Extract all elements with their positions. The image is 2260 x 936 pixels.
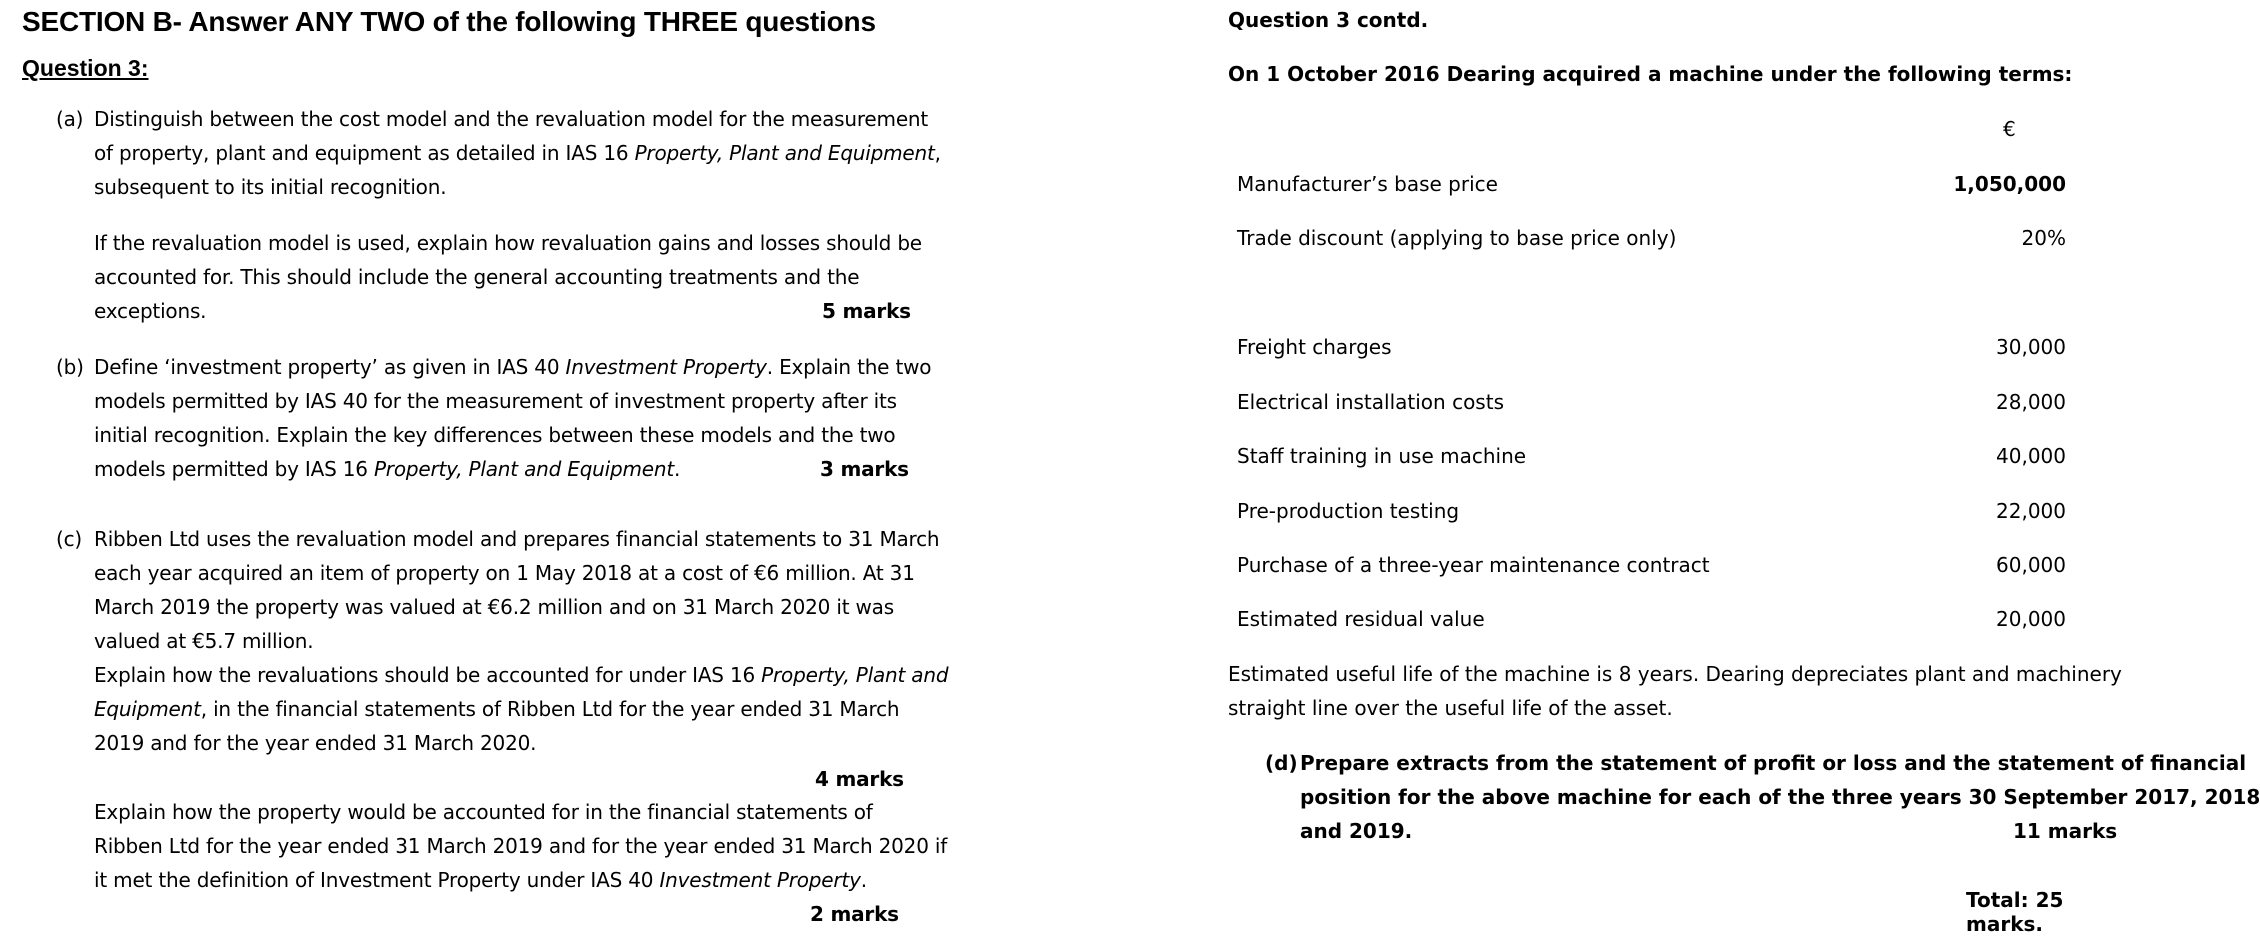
part-d-line-3: and 2019.: [1300, 819, 1413, 843]
part-c-line-7: 2019 and for the year ended 31 March 2020.: [94, 731, 537, 755]
part-c-line-10: it met the definition of Investment Property under IAS 40 Investment Property.: [94, 868, 867, 892]
cost-row-value: 28,000: [1996, 390, 2066, 414]
part-b-line-4: models permitted by IAS 16 Property, Plant and Equipment.: [94, 457, 681, 481]
part-c-marks-1: 4 marks: [815, 767, 904, 791]
part-b-line-2: models permitted by IAS 40 for the measurement of investment property after its: [94, 389, 897, 413]
cost-row-value: 20%: [2021, 226, 2066, 250]
part-a-line-6: exceptions.: [94, 299, 207, 323]
part-a-letter: (a): [56, 107, 84, 131]
useful-life-note-line-2: straight line over the useful life of the asset.: [1228, 696, 1673, 720]
left-page: [0, 0, 1068, 934]
part-a-line-4: If the revaluation model is used, explain how revaluation gains and losses should be: [94, 231, 922, 255]
cost-row-value: 22,000: [1996, 499, 2066, 523]
part-d-letter: (d): [1265, 751, 1298, 775]
part-c-line-6: Equipment, in the financial statements of Ribben Ltd for the year ended 31 March: [94, 697, 900, 721]
part-c-line-5: Explain how the revaluations should be accounted for under IAS 16 Property, Plant and: [94, 663, 949, 687]
question-contd-title: Question 3 contd.: [1228, 8, 1429, 32]
part-d-marks: 11 marks: [2013, 819, 2118, 843]
cost-row-value: 30,000: [1996, 335, 2066, 359]
part-c-line-9: Ribben Ltd for the year ended 31 March 2019 and for the year ended 31 March 2020 if: [94, 834, 948, 858]
cost-row-label: Pre-production testing: [1237, 499, 1460, 523]
part-b-marks: 3 marks: [820, 457, 909, 481]
part-c-marks-2: 2 marks: [810, 902, 899, 926]
part-a-line-1: Distinguish between the cost model and the revaluation model for the measurement: [94, 107, 929, 131]
cost-row-label: Trade discount (applying to base price only): [1237, 226, 1677, 250]
part-d-line-2: position for the above machine for each of the three years 30 September 2017, 2018: [1300, 785, 2260, 809]
part-b-line-1: Define ‘investment property’ as given in IAS 40 Investment Property. Explain the two: [94, 355, 932, 379]
part-a-line-2: of property, plant and equipment as detailed in IAS 16 Property, Plant and Equipment,: [94, 141, 941, 165]
part-c-line-1: Ribben Ltd uses the revaluation model and prepares financial statements to 31 March: [94, 527, 940, 551]
cost-row-label: Freight charges: [1237, 335, 1392, 359]
useful-life-note-line-1: Estimated useful life of the machine is 8 years. Dearing depreciates plant and machinery: [1228, 662, 2122, 686]
part-b-line-3: initial recognition. Explain the key differences between these models and the two: [94, 423, 896, 447]
cost-row-value: 60,000: [1996, 553, 2066, 577]
part-d-line-1: Prepare extracts from the statement of profit or loss and the statement of financial: [1300, 751, 2247, 775]
part-a-line-3: subsequent to its initial recognition.: [94, 175, 447, 199]
currency-header: €: [2003, 117, 2016, 141]
total-marks: Total: 25 marks.: [1966, 888, 2064, 936]
cost-row-label: Purchase of a three-year maintenance contract: [1237, 553, 1710, 577]
part-a-line-5: accounted for. This should include the general accounting treatments and the: [94, 265, 860, 289]
cost-row-label: Electrical installation costs: [1237, 390, 1504, 414]
part-c-line-2: each year acquired an item of property on 1 May 2018 at a cost of €6 million. At 31: [94, 561, 915, 585]
question-heading: Question 3:: [22, 55, 149, 81]
cost-row-label: Staff training in use machine: [1237, 444, 1527, 468]
cost-row-value: 1,050,000: [1953, 172, 2066, 196]
section-heading: SECTION B- Answer ANY TWO of the following THREE questions: [22, 6, 876, 37]
cost-row-value: 20,000: [1996, 607, 2066, 631]
terms-intro: On 1 October 2016 Dearing acquired a machine under the following terms:: [1228, 62, 2073, 86]
cost-row-label: Manufacturer’s base price: [1237, 172, 1498, 196]
part-b-letter: (b): [56, 355, 84, 379]
part-c-line-3: March 2019 the property was valued at €6.2 million and on 31 March 2020 it was: [94, 595, 894, 619]
cost-row-label: Estimated residual value: [1237, 607, 1485, 631]
cost-row-value: 40,000: [1996, 444, 2066, 468]
part-a-marks: 5 marks: [822, 299, 911, 323]
part-c-line-4: valued at €5.7 million.: [94, 629, 314, 653]
part-c-letter: (c): [56, 527, 83, 551]
part-c-line-8: Explain how the property would be accounted for in the financial statements of: [94, 800, 873, 824]
